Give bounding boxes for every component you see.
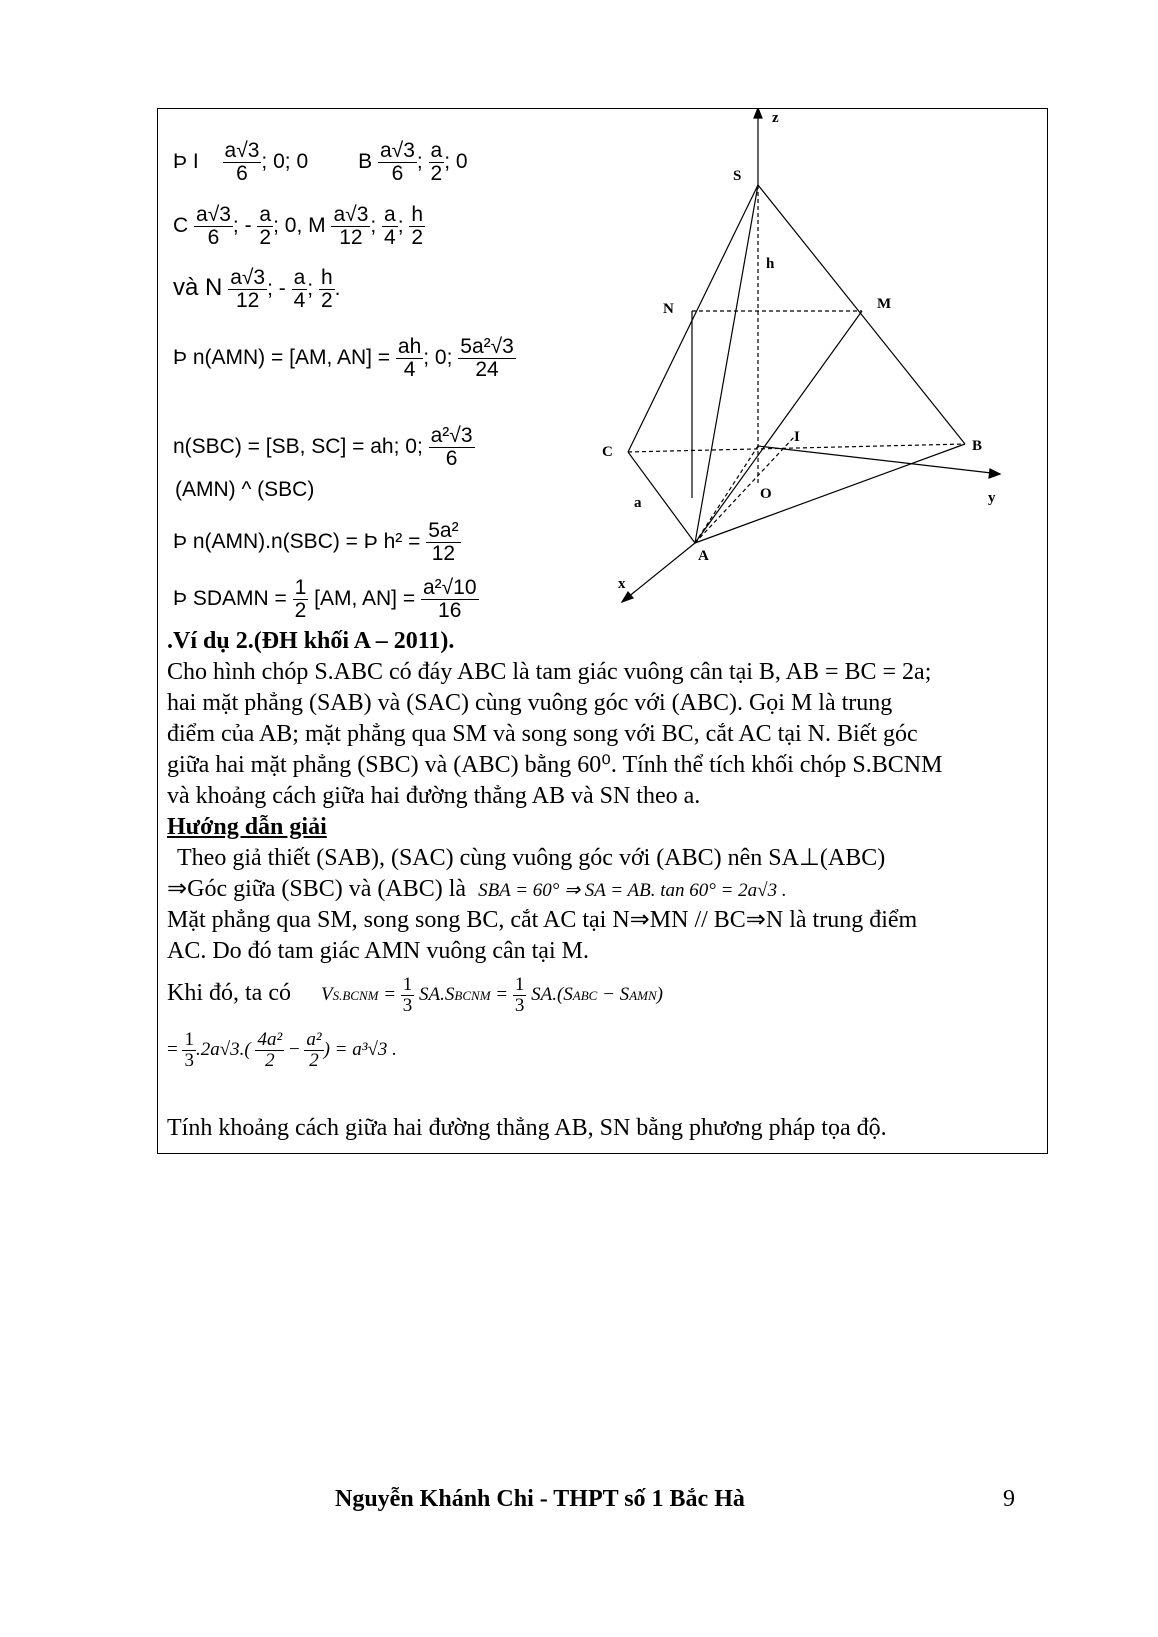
edge-SC <box>628 185 758 452</box>
calc-line: = $\frac{1}{3}$ .2a√3.( $\frac{\text{4a²}}{2}$ − $\frac{\text{a²}}{2}$ ) = a³√3 . <box>167 1029 397 1071</box>
problem-line: điểm của AB; mặt phẳng qua SM và song song với BC, cắt AC tại N. Biết góc <box>167 721 918 747</box>
label-h: h <box>766 256 775 272</box>
label-M: M <box>877 296 892 312</box>
last-line: Tính khoảng cách giữa hai đường thẳng AB, SN bằng phương pháp tọa độ. <box>167 1115 887 1141</box>
formula-line-8: Þ SDAMN = $\frac{1}{2}$ [AM, AN] = $\frac{\text{a²√10}}{16}$ <box>173 576 477 623</box>
x-arrow-icon <box>622 592 633 602</box>
footer-author: Nguyễn Khánh Chi - THPT số 1 Bắc Hà <box>335 1486 745 1512</box>
label-N: N <box>663 301 674 317</box>
label-I: I <box>794 429 800 445</box>
solution-line-4: AC. Do đó tam giác AMN vuông cân tại M. <box>167 938 589 964</box>
edge-SB <box>758 185 965 444</box>
label-B: B <box>972 438 983 454</box>
label-S: S <box>733 168 742 184</box>
formula-line-5: n(SBC) = [SB, SC] = ah; 0; $\frac{\text{a²√3}}{6}$ <box>173 424 473 471</box>
label-C: C <box>602 444 613 460</box>
line-M-A <box>695 311 862 543</box>
pyramid-figure <box>600 108 1040 638</box>
formula-line-4: Þ n(AMN) = [AM, AN] = $\frac{ah}{4}$ ; 0; $\frac{\text{5a²√3}}{24}$ <box>173 335 514 382</box>
problem-line: giữa hai mặt phẳng (SBC) và (ABC) bằng 60⁰. Tính thể tích khối chóp S.BCNM <box>167 752 943 778</box>
problem-line: và khoảng cách giữa hai đường thẳng AB và SN theo a. <box>167 783 701 809</box>
solution-line-1: Theo giả thiết (SAB), (SAC) cùng vuông góc với (ABC) nên SA⊥(ABC) <box>177 845 886 871</box>
label-O: O <box>760 486 772 502</box>
example-title: .Ví dụ 2.(ĐH khối A – 2011). <box>167 628 455 654</box>
formula-line-2: C $\frac{a√3}{6}$ ; - $\frac{a}{2}$ ; 0, M $\frac{a√3}{12}$ ; $\frac{a}{4}$ ; $\frac{h}{2}$ <box>173 203 424 250</box>
label-z: z <box>772 110 779 126</box>
problem-line: hai mặt phẳng (SAB) và (SAC) cùng vuông góc với (ABC). Gọi M là trung <box>167 690 893 716</box>
solution-line-2: ⇒Góc giữa (SBC) và (ABC) là SBA = 60° ⇒ SA = AB. tan 60° = 2a√3 . <box>167 876 787 902</box>
y-arrow-icon <box>989 469 1000 478</box>
formula-line-6: (AMN) ^ (SBC) <box>175 478 315 501</box>
edge-AB <box>695 444 965 543</box>
page-number: 9 <box>1003 1486 1015 1512</box>
label-x: x <box>618 576 626 592</box>
solution-line-3: Mặt phẳng qua SM, song song BC, cắt AC tại N⇒MN // BC⇒N là trung điểm <box>167 907 918 933</box>
label-a: a <box>634 495 642 511</box>
z-arrow-icon <box>754 108 762 118</box>
problem-line: Cho hình chóp S.ABC có đáy ABC là tam giác vuông cân tại B, AB = BC = 2a; <box>167 659 932 685</box>
line-A-I <box>695 436 795 543</box>
formula-line-7: Þ n(AMN).n(SBC) = Þ h² = $\frac{\text{5a²}}{12}$ <box>173 519 459 566</box>
y-axis <box>758 446 1000 474</box>
volume-formula: Khi đó, ta có VS.BCNM = $\frac{1}{3}$ SA.SBCNM = $\frac{1}{3}$ SA.(SABC − SAMN) <box>167 974 663 1016</box>
line-O-A <box>695 446 758 543</box>
formula-line-1: Þ I $\frac{a√3}{6}$ ; 0; 0 B $\frac{a√3}{6}$ ; $\frac{a}{2}$ ; 0 <box>173 139 468 186</box>
label-y: y <box>988 490 996 506</box>
problem-text <box>167 657 1037 812</box>
x-axis <box>622 543 695 602</box>
guide-heading: Hướng dẫn giải <box>167 814 327 840</box>
formula-line-3: và N $\frac{a√3}{12}$ ; - $\frac{a}{4}$ ; $\frac{h}{2}$ . <box>173 266 341 313</box>
edge-SA <box>695 185 758 543</box>
label-A: A <box>698 548 709 564</box>
